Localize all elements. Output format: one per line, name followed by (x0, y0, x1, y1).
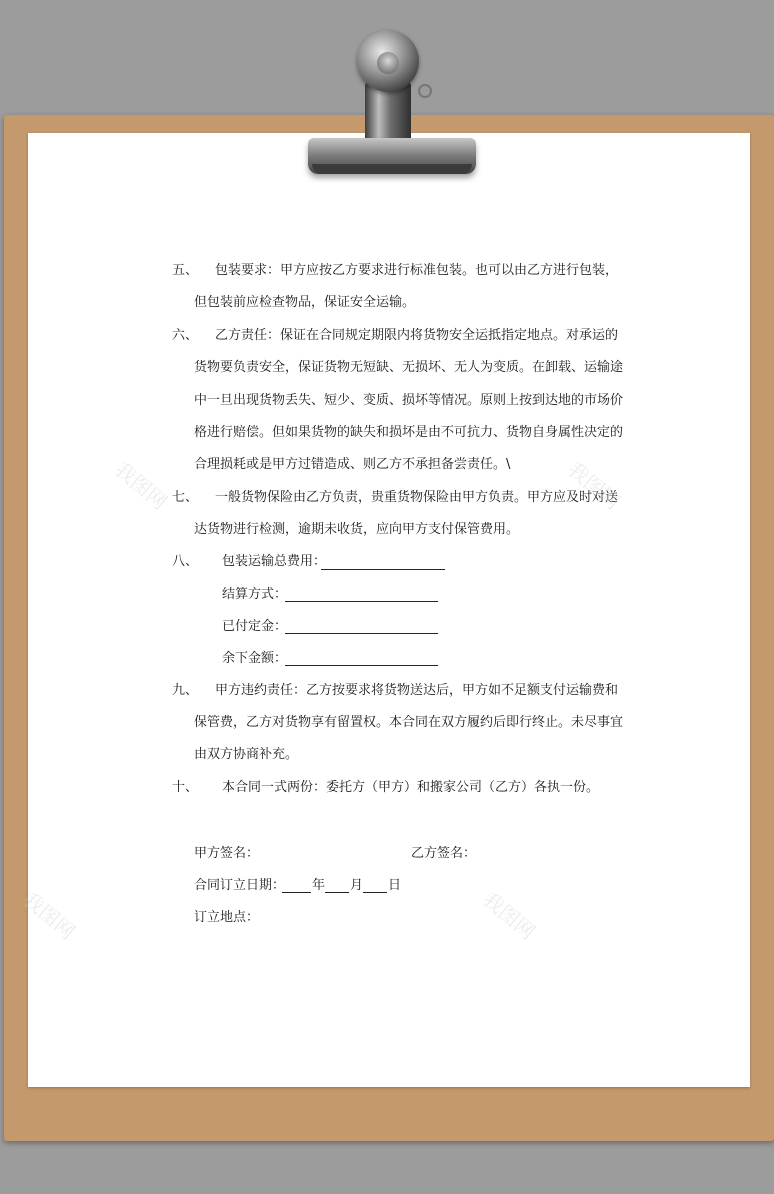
balance-label: 余下金额： (222, 651, 288, 666)
year-blank (282, 892, 311, 893)
watermark: 我图网 (563, 457, 625, 515)
section-text: 包装要求：甲方应按乙方要求进行标准包装。也可以由乙方进行包装， (215, 263, 619, 278)
section-number: 八、 (172, 554, 199, 569)
section-number: 九、 (172, 683, 199, 698)
section-text: 一般货物保险由乙方负责，贵重货物保险由甲方负责。甲方应及时对送 (215, 490, 619, 505)
section-text: 保管费，乙方对货物享有留置权。本合同在双方履约后即行终止。未尽事宜 (194, 715, 624, 730)
deposit-label: 已付定金： (222, 619, 288, 634)
section-number: 七、 (172, 490, 199, 505)
payment-method-label: 结算方式： (222, 587, 288, 602)
watermark: 我图网 (18, 887, 80, 945)
section-text: 甲方违约责任：乙方按要求将货物送达后，甲方如不足额支付运输费和 (215, 683, 619, 698)
payment-method-blank (285, 601, 438, 602)
deposit-blank (285, 633, 438, 634)
party-a-signature-label: 甲方签名： (194, 846, 260, 861)
section-text: 由双方协商补充。 (194, 747, 299, 762)
party-b-signature-label: 乙方签名： (411, 846, 477, 861)
day-blank (363, 892, 387, 893)
section-text: 乙方责任：保证在合同规定期限内将货物安全运抵指定地点。对承运的 (215, 328, 619, 343)
section-text: 中一旦出现货物丢失、短少、变质、损坏等情况。原则上按到达地的市场价 (194, 393, 624, 408)
section-text: 本合同一式两份：委托方（甲方）和搬家公司（乙方）各执一份。 (222, 780, 600, 795)
signing-place-label: 订立地点： (194, 910, 260, 925)
balance-blank (285, 665, 438, 666)
year-label: 年 (312, 878, 326, 893)
day-label: 日 (388, 878, 402, 893)
section-number: 十、 (172, 780, 199, 795)
month-blank (325, 892, 349, 893)
total-fee-blank (321, 569, 445, 570)
total-fee-label: 包装运输总费用： (222, 554, 327, 569)
section-text: 达货物进行检测，逾期未收货，应向甲方支付保管费用。 (194, 522, 520, 537)
contract-date-label: 合同订立日期： (194, 878, 286, 893)
section-text: 合理损耗或是甲方过错造成、则乙方不承担备尝责任。\ (194, 457, 511, 472)
section-text: 格进行赔偿。但如果货物的缺失和损坏是由不可抗力、货物自身属性决定的 (194, 425, 624, 440)
watermark: 我图网 (110, 457, 172, 515)
section-text: 货物要负责安全，保证货物无短缺、无损坏、无人为变质。在卸载、运输途 (194, 360, 624, 375)
section-number: 五、 (172, 263, 199, 278)
month-label: 月 (350, 878, 364, 893)
section-text: 但包装前应检查物品，保证安全运输。 (194, 295, 416, 310)
watermark: 我图网 (478, 887, 540, 945)
section-number: 六、 (172, 328, 199, 343)
